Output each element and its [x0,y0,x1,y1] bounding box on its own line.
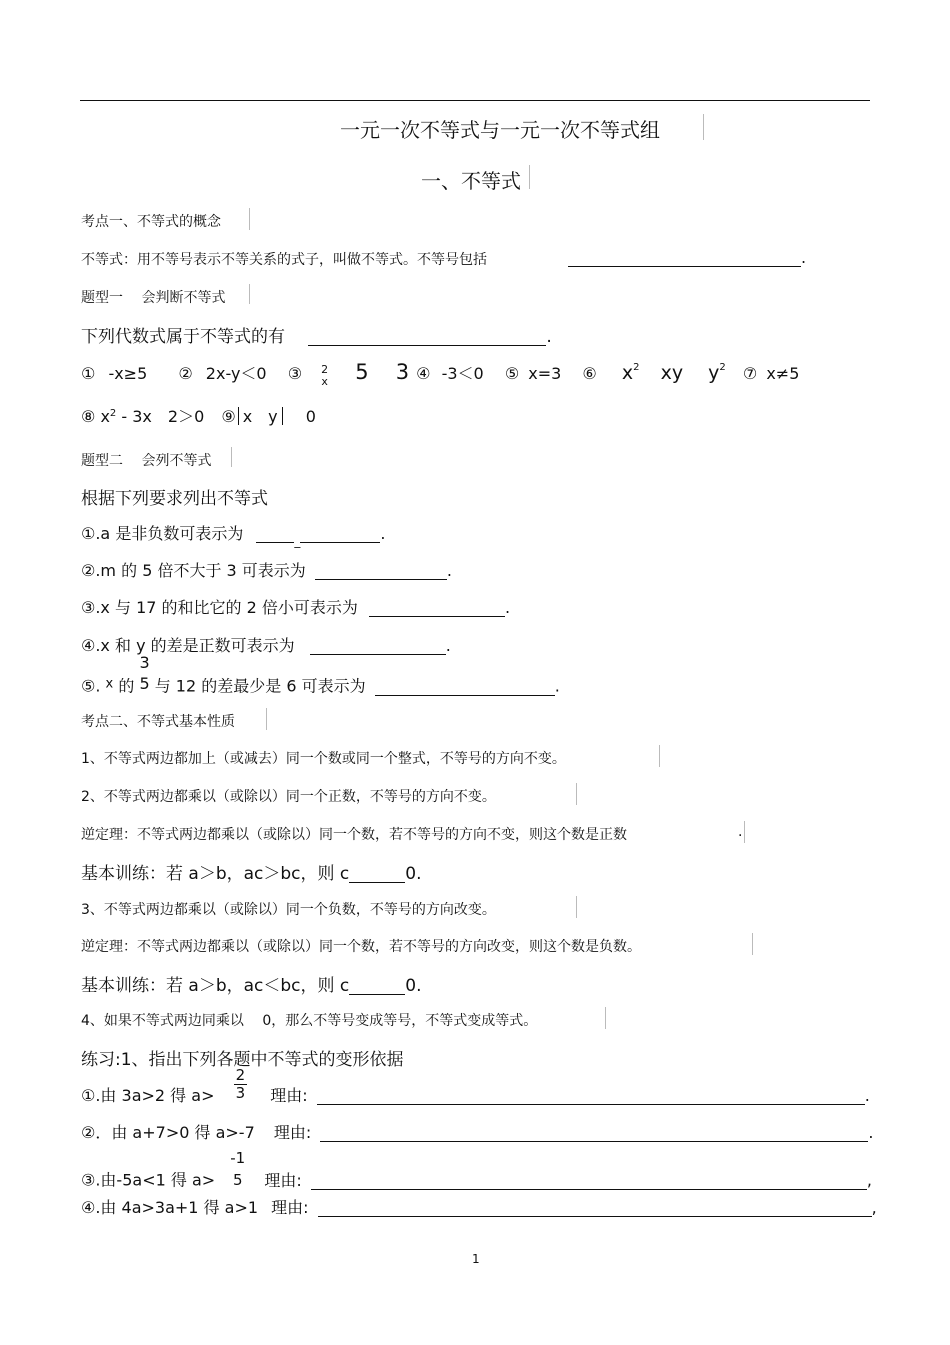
text-box-edge [605,1007,606,1029]
expr-7: x≠5 [766,364,800,383]
period: . [801,248,807,267]
circle-8: ⑧ [81,407,96,426]
reason-label: 理由: [270,1086,308,1105]
training-1-end: 0. [405,864,422,884]
property-1: 1、不等式两边都加上（或减去）同一个数或同一个整式，不等号的方向不变。 [81,751,566,767]
superscript: 2 [109,408,117,419]
item-3-text: ③.x 与 17 的和比它的 2 倍小可表示为 [81,598,358,617]
fraction [321,363,328,387]
period: . [738,824,743,840]
kaodian-1-heading: 考点一、不等式的概念 [81,214,221,230]
item-5-text: 与 12 的差最少是 6 可表示为 [154,676,366,696]
text-box-edge [576,896,577,918]
converse-1: 逆定理：不等式两边都乘以（或除以）同一个数，若不等号的方向不变，则这个数是正数 [81,827,627,843]
exercise-1 [81,1068,871,1106]
expr-9: x y [242,407,278,426]
reason-blank[interactable] [311,1171,867,1190]
abs-bar-left [238,407,239,425]
period: . [554,676,560,696]
exercise-3 [81,1150,872,1191]
circle-4: ④ [416,364,431,383]
text-box-edge [752,933,753,955]
item-5-x: x [105,676,114,692]
question-1 [81,322,552,347]
expr-3-a: 5 [355,360,369,384]
text-box-edge [266,708,267,730]
reason-blank[interactable] [317,1086,865,1105]
tixing-1-heading: 题型一 会判断不等式 [81,290,226,306]
answer-blank[interactable] [308,327,546,346]
expr-5: x=3 [528,364,562,383]
page-number: 1 [472,1252,480,1266]
exercise-2-text: ②．由 a+7>0 得 a>-7 [81,1123,255,1142]
answer-blank[interactable] [369,598,505,617]
superscript: 2 [719,362,726,373]
converse-2: 逆定理：不等式两边都乘以（或除以）同一个数，若不等号的方向改变，则这个数是负数。 [81,939,641,955]
item-5-prefix: ⑤. [81,676,101,696]
answer-blank[interactable] [349,976,405,995]
tixing-2-heading: 题型二 会列不等式 [81,453,212,469]
expr-8-b: - 3x 2＞0 [121,407,205,426]
circle-9: ⑨ [221,407,236,426]
blank-mark: _ [294,534,301,548]
exercise-heading: 练习:1、指出下列各题中不等式的变形依据 [81,1050,404,1070]
expr-6-x: x [621,362,634,384]
denominator: 5 [139,674,150,693]
fraction [139,654,149,692]
circle-7: ⑦ [742,364,758,383]
expr-4: -3＜0 [441,364,484,383]
item-2-text: ②.m 的 5 倍不大于 3 可表示为 [81,561,306,580]
page-title: 一元一次不等式与一元一次不等式组 [340,118,660,142]
answer-blank[interactable] [315,561,447,580]
period: . [504,598,511,617]
expr-8-a: x [100,407,110,426]
expr-2: 2x-y＜0 [205,364,267,383]
training-1-text: 基本训练：若 a＞b，ac＞bc，则 c [81,864,350,884]
training-2 [81,971,422,996]
text-box-edge [659,745,660,767]
text-box-edge [529,165,530,189]
end-dot: . [868,1123,874,1142]
period: . [546,327,552,347]
circle-6: ⑥ [582,364,597,383]
answer-blank[interactable] [349,864,405,883]
answer-blank[interactable] [568,248,801,267]
end-dot: . [864,1086,870,1105]
text-box-edge [249,284,250,304]
item-2 [81,558,452,581]
expr-9-b: 0 [305,407,316,426]
item-5-de: 的 [118,676,135,696]
section-heading: 一、不等式 [421,169,521,193]
exercise-1-text: ①.由 3a>2 得 a> [81,1086,215,1105]
circle-1: ① [81,364,96,383]
numerator: -1 [230,1149,246,1167]
denominator: 5 [232,1171,243,1189]
answer-blank[interactable] [256,524,294,543]
answer-blank[interactable] [375,677,555,696]
circle-5: ⑤ [504,364,520,383]
exercise-4 [81,1195,877,1218]
circle-3: ③ [287,364,303,383]
definition-answer [568,248,806,267]
period: . [446,561,452,580]
kaodian-2-heading: 考点二、不等式基本性质 [81,714,235,730]
denominator: x [321,374,328,388]
text-box-edge [231,447,232,467]
text-box-edge [576,783,577,805]
reason-label: 理由: [264,1170,302,1190]
property-2: 2、不等式两边都乘以（或除以）同一个正数，不等号的方向不变。 [81,789,496,805]
training-1 [81,859,422,884]
question-1-text: 下列代数式属于不等式的有 [81,327,285,347]
exercise-3-text: ③.由-5a<1 得 a> [81,1170,216,1190]
item-5 [81,654,560,697]
item-1 [81,521,386,548]
numerator: 2 [321,362,329,376]
exercise-2 [81,1120,873,1143]
text-box-edge [703,114,704,140]
property-4: 4、如果不等式两边同乘以 0，那么不等号变成等号，不等式变成等式。 [81,1013,538,1029]
reason-label: 理由: [273,1123,312,1142]
denominator: 3 [235,1084,246,1102]
abs-bar-right [282,407,283,425]
reason-label: 理由: [271,1198,309,1217]
top-rule [80,100,870,101]
circle-2: ② [178,364,193,383]
period: . [445,636,451,655]
item-4-text: ④.x 和 y 的差是正数可表示为 [81,636,295,655]
expression-row-1 [81,360,799,387]
definition-text: 不等式：用不等号表示不等关系的式子，叫做不等式。不等号包括 [81,252,487,268]
exercise-4-text: ④.由 4a>3a+1 得 a>1 [81,1198,259,1217]
numerator: 3 [139,653,150,672]
expr-6-y: y [708,362,720,384]
fraction [230,1150,245,1188]
numerator: 2 [235,1066,246,1084]
answer-blank[interactable] [300,524,380,543]
answer-blank[interactable] [310,636,446,655]
training-2-text: 基本训练：若 a＞b，ac＜bc，则 c [81,976,350,996]
end-comma: , [871,1198,877,1217]
end-comma: , [866,1170,872,1190]
item-1-text: ①.a 是非负数可表示为 [81,524,244,543]
superscript: 2 [633,362,640,373]
period: . [380,524,386,543]
expr-3-b: 3 [395,360,410,384]
question-2: 根据下列要求列出不等式 [81,489,268,509]
property-3: 3、不等式两边都乘以（或除以）同一个负数，不等号的方向改变。 [81,902,496,918]
expr-1: -x≥5 [108,364,148,383]
training-2-end: 0. [405,976,422,996]
reason-blank[interactable] [320,1123,868,1142]
fraction [234,1068,248,1101]
item-4 [81,633,451,656]
expr-6-xy: xy [660,362,684,384]
reason-blank[interactable] [318,1198,872,1217]
item-3 [81,595,510,618]
text-box-edge [249,208,250,230]
expression-row-2 [81,404,316,427]
text-box-edge [744,821,745,843]
